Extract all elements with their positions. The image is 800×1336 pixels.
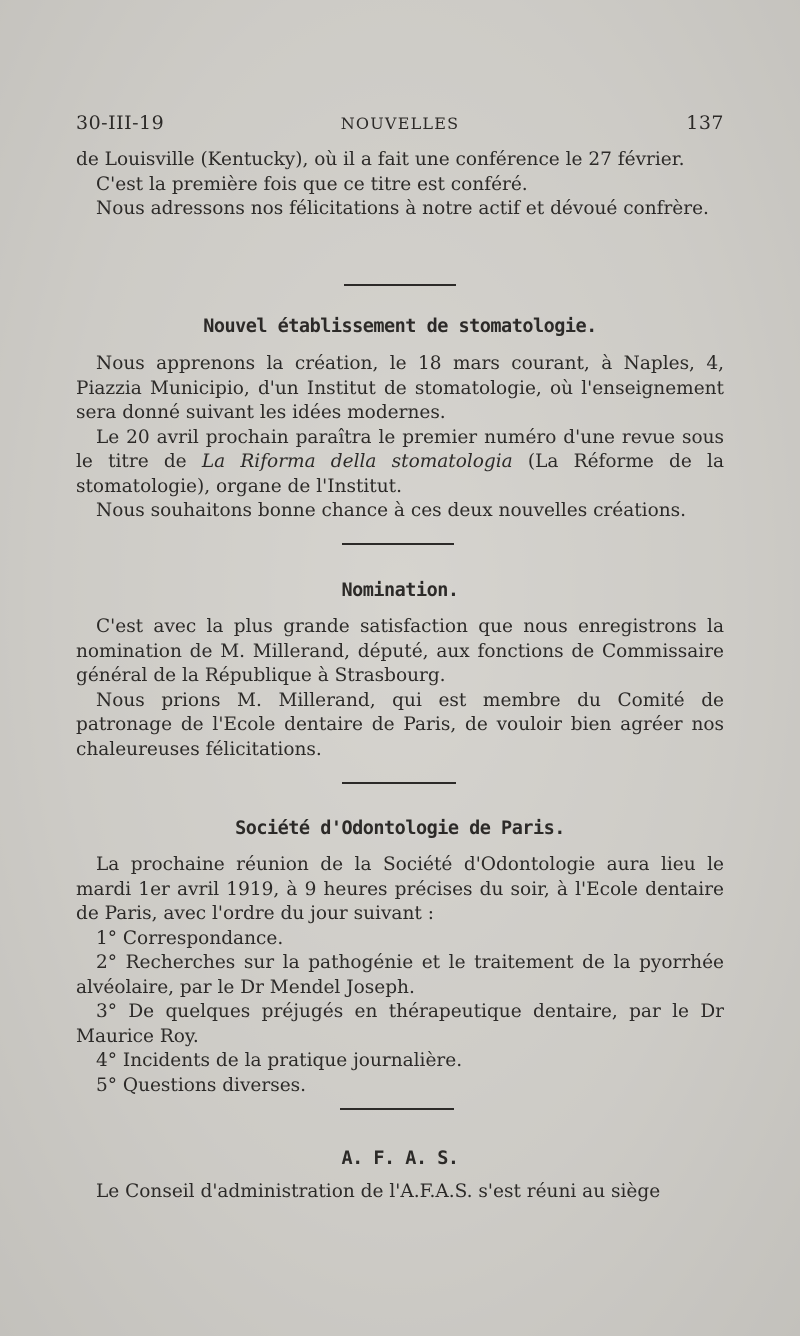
intro-block bbox=[76, 148, 724, 222]
afas-paragraph-1: Le Conseil d'administration de l'A.F.A.S. s'est réuni au siège bbox=[96, 1181, 661, 1202]
stomatologie-paragraph-2 bbox=[76, 426, 724, 500]
section-divider bbox=[344, 284, 456, 286]
agenda-item: 5° Questions diverses. bbox=[96, 1074, 307, 1096]
section-afas-body bbox=[76, 1180, 724, 1205]
section-stomatologie-body bbox=[76, 352, 724, 524]
agenda-item: 4° Incidents de la pratique journalière. bbox=[96, 1050, 463, 1071]
section-heading-odontologie: Société d'Odontologie de Paris. bbox=[235, 818, 565, 839]
section-heading-afas: A. F. A. S. bbox=[341, 1148, 459, 1169]
agenda-item: 1° Correspondance. bbox=[96, 927, 284, 949]
section-heading-nomination: Nomination. bbox=[341, 580, 459, 601]
stomatologie-paragraph-2-end: (La Réforme de la stomatologie), organe de l'Institut. bbox=[76, 451, 724, 497]
stomatologie-paragraph-2-start: Le 20 avril prochain paraîtra le premier numéro d'une revue sous le titre de bbox=[76, 426, 724, 472]
header-section: NOUVELLES bbox=[340, 114, 460, 133]
header-date: 30-III-19 bbox=[76, 112, 165, 134]
nomination-paragraph-2: Nous prions M. Millerand, qui est membre du Comité de patronage de l'Ecole dentaire de Paris, de vouloir bien agréer nos chaleureuses félicitations. bbox=[76, 689, 724, 760]
journal-title: La Riforma della stomatologia bbox=[201, 451, 513, 472]
running-header bbox=[76, 112, 724, 142]
page-number: 137 bbox=[686, 112, 724, 134]
intro-paragraph-3: Nous adressons nos félicitations à notre actif et dévoué confrère. bbox=[96, 198, 709, 219]
section-divider bbox=[342, 782, 456, 784]
agenda-item: 2° Recherches sur la pathogénie et le traitement de la pyorrhée alvéolaire, par le Dr Mendel Joseph. bbox=[76, 952, 724, 998]
section-odontologie-body bbox=[76, 853, 724, 1098]
section-divider bbox=[340, 1108, 454, 1110]
nomination-paragraph-1: C'est avec la plus grande satisfaction que nous enregistrons la nomination de M. Millerand, député, aux fonctions de Commissaire général de la République à Strasbourg. bbox=[76, 616, 724, 686]
agenda-item: 3° De quelques préjugés en thérapeutique dentaire, par le Dr Maurice Roy. bbox=[76, 1001, 724, 1047]
odontologie-paragraph-1: La prochaine réunion de la Société d'Odontologie aura lieu le mardi 1er avril 1919, à 9 heures précises du soir, à l'Ecole dentaire de Paris, avec l'ordre du jour suivant : bbox=[76, 854, 724, 924]
section-divider bbox=[342, 543, 454, 545]
stomatologie-paragraph-1: Nous apprenons la création, le 18 mars courant, à Naples, 4, Piazzia Municipio, d'un Institut de stomatologie, où l'enseignement sera donné suivant les idées modernes. bbox=[76, 353, 724, 423]
intro-paragraph-2: C'est la première fois que ce titre est conféré. bbox=[96, 173, 528, 195]
stomatologie-paragraph-3: Nous souhaitons bonne chance à ces deux nouvelles créations. bbox=[96, 500, 687, 521]
section-heading-stomatologie: Nouvel établissement de stomatologie. bbox=[203, 316, 597, 337]
section-nomination-body bbox=[76, 615, 724, 762]
intro-paragraph-1: de Louisville (Kentucky), où il a fait une conférence le 27 février. bbox=[76, 149, 685, 170]
